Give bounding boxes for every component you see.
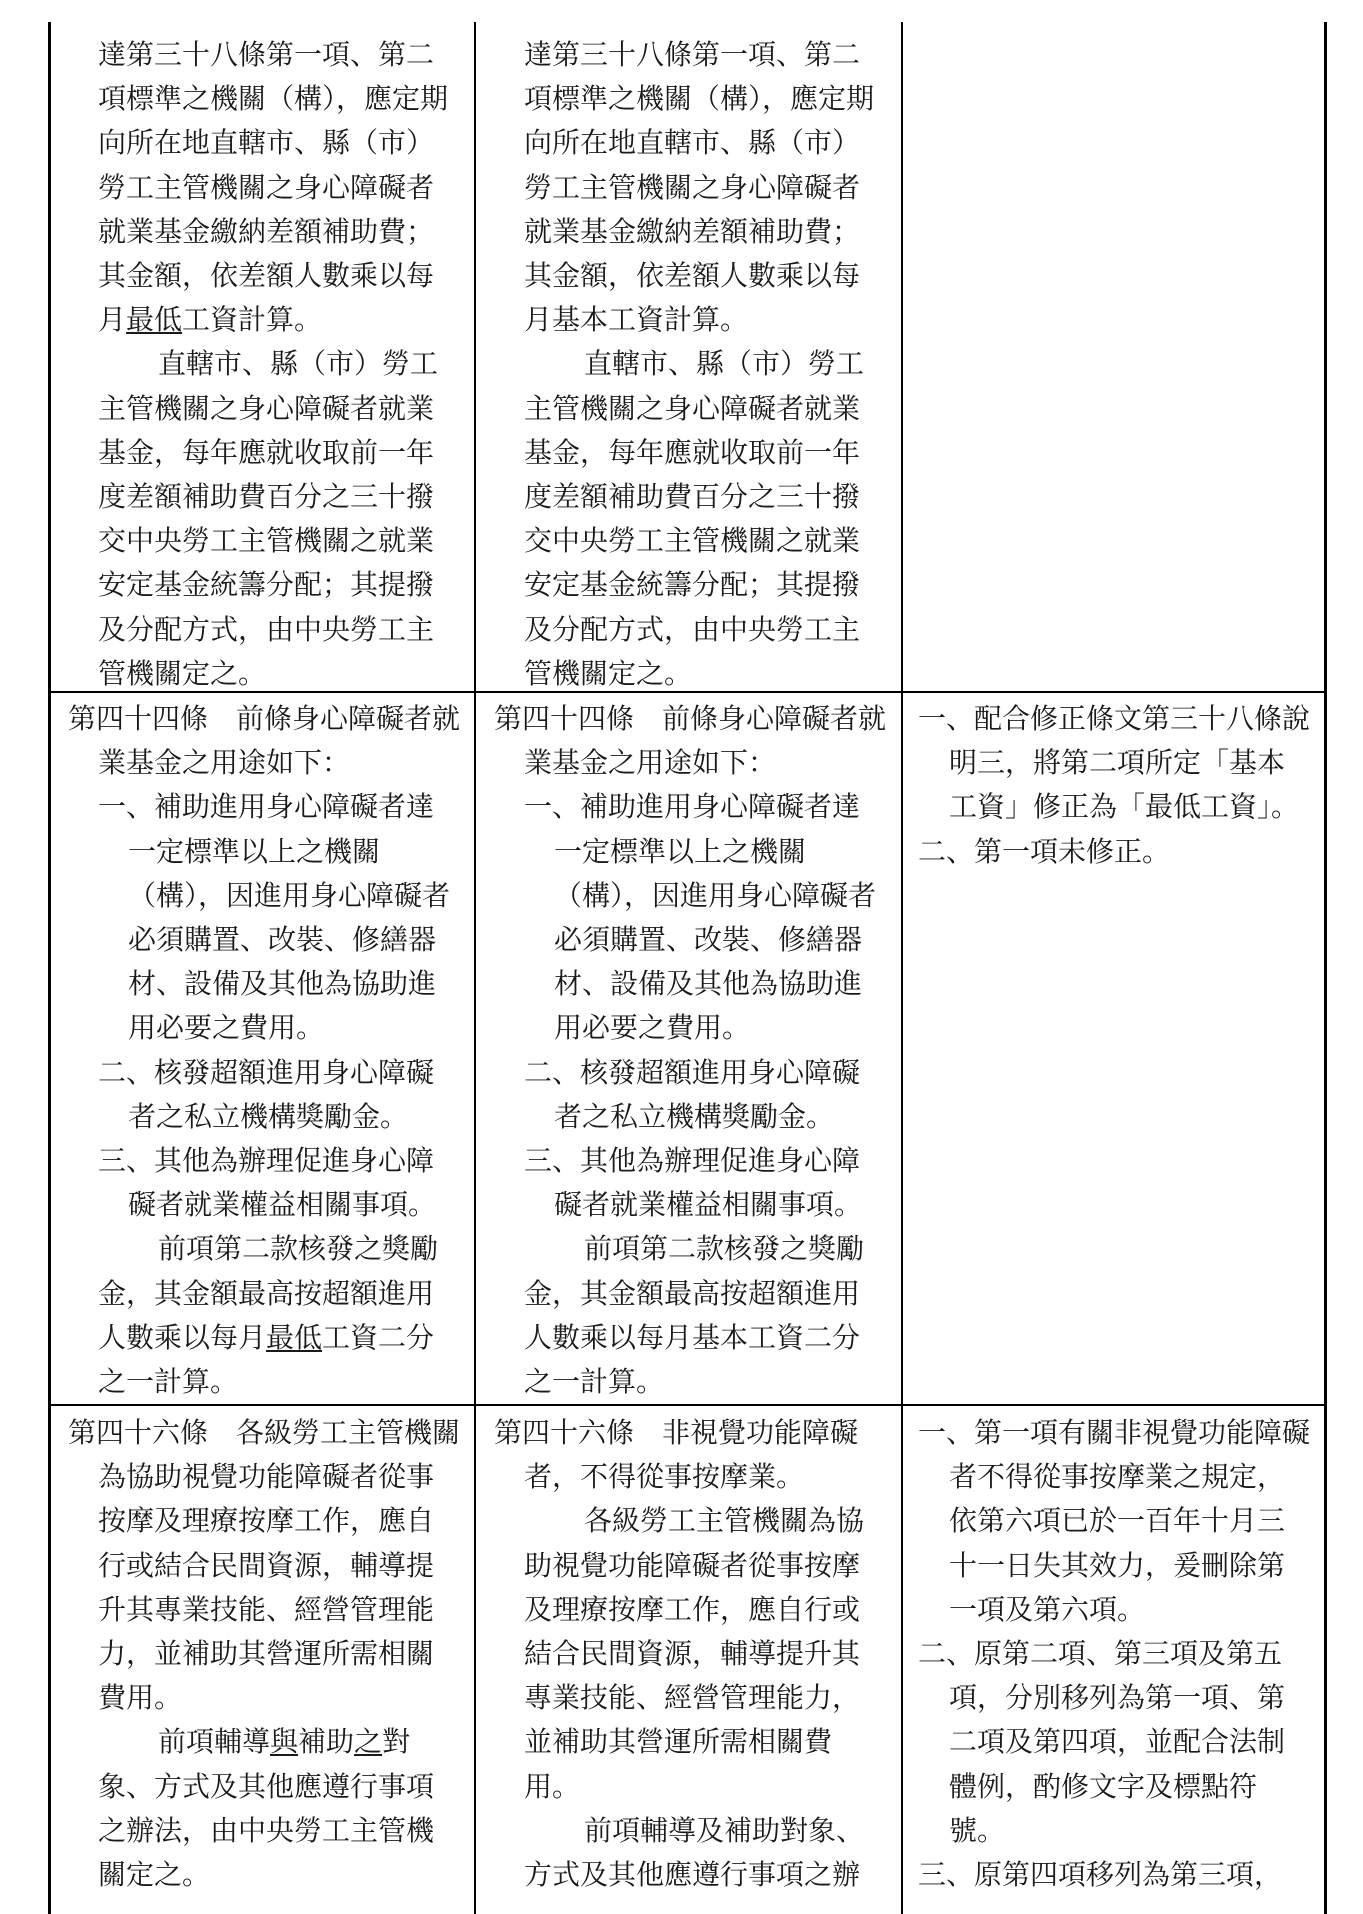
paragraph: [918, 1411, 1312, 1632]
text-run: 各級勞工主管機關為協助視覺功能障礙者從事按摩及理療按摩工作，應自行或結合民間資源，輔導提升其專業技能、經營管理能力，並補助其營運所需相關費用。: [524, 1504, 865, 1803]
row2-amended-cell: [68, 697, 460, 1404]
row-divider-2: [48, 1404, 1327, 1406]
text-run: 一、補助進用身心障礙者達一定標準以上之機關（構），因進用身心障礙者必須購置、改裝、修繕器材、設備及其他為協助進用必要之費用。: [98, 790, 451, 1045]
text-run: 二、原第二項、第三項及第五項，分別移列為第一項、第二項及第四項，並配合法制體例，酌修文字及標點符號。: [918, 1637, 1286, 1847]
text-run: 達第三十八條第一項、第二項標準之機關（構），應定期向所在地直轄市、縣（市）勞工主管機關之身心障礙者就業基金繳納差額補助費；其金額，依差額人數乘以每月: [98, 38, 449, 337]
paragraph: [918, 697, 1312, 830]
row3-current-cell: [494, 1411, 886, 1897]
paragraph: [494, 1411, 886, 1499]
amended-text: 之: [354, 1725, 383, 1759]
paragraph: [494, 33, 886, 342]
text-run: 對象、方式及其他應遵行事項之辦法，由中央勞工主管機關定之。: [98, 1725, 435, 1892]
row3-explanation-cell: [918, 1411, 1312, 1897]
row3-amended-cell: [68, 1411, 460, 1897]
paragraph: [494, 1499, 886, 1808]
row1-current-cell: [494, 33, 886, 696]
amended-text: 最低: [266, 1320, 323, 1354]
paragraph: [918, 1632, 1312, 1853]
paragraph: [68, 1139, 460, 1227]
column-divider-1: [474, 22, 476, 1914]
text-run: 前項輔導及補助對象、方式及其他應遵行事項之辦: [524, 1813, 865, 1892]
paragraph: [68, 1051, 460, 1139]
text-run: 前項輔導: [158, 1725, 271, 1759]
text-run: 直轄市、縣（市）勞工主管機關之身心障礙者就業基金，每年應就收取前一年度差額補助費百分之三十撥交中央勞工主管機關之就業安定基金統籌分配；其提撥及分配方式，由中央勞工主管機關定之。: [524, 347, 865, 690]
text-run: 達第三十八條第一項、第二項標準之機關（構），應定期向所在地直轄市、縣（市）勞工主管機關之身心障礙者就業基金繳納差額補助費；其金額，依差額人數乘以每月基本工資計算。: [524, 38, 875, 337]
paragraph: [494, 1051, 886, 1139]
table-border-left: [48, 22, 51, 1914]
amended-text: 與: [270, 1725, 299, 1759]
text-run: 補助: [298, 1725, 355, 1759]
text-run: 一、補助進用身心障礙者達一定標準以上之機關（構），因進用身心障礙者必須購置、改裝、修繕器材、設備及其他為協助進用必要之費用。: [524, 790, 877, 1045]
text-run: 第四十四條 前條身心障礙者就業基金之用途如下：: [68, 702, 461, 780]
row2-current-cell: [494, 697, 886, 1404]
text-run: 三、原第四項移列為第三項，: [918, 1858, 1283, 1892]
text-run: 三、其他為辦理促進身心障礙者就業權益相關事項。: [524, 1144, 863, 1222]
paragraph: [68, 697, 460, 785]
paragraph: [494, 697, 886, 785]
text-run: 工資計算。: [182, 303, 323, 337]
column-divider-2: [901, 22, 903, 1914]
paragraph: [918, 830, 1312, 874]
text-run: 工資二分之一計算。: [98, 1320, 435, 1399]
paragraph: [494, 1809, 886, 1897]
paragraph: [68, 1720, 460, 1897]
paragraph: [68, 785, 460, 1050]
text-run: 三、其他為辦理促進身心障礙者就業權益相關事項。: [98, 1144, 437, 1222]
row1-amended-cell: [68, 33, 460, 696]
paragraph: [68, 33, 460, 342]
paragraph: [68, 342, 460, 696]
text-run: 前項第二款核發之獎勵金，其金額最高按超額進用人數乘以每月: [98, 1232, 439, 1354]
row2-explanation-cell: [918, 697, 1312, 874]
text-run: 第四十四條 前條身心障礙者就業基金之用途如下：: [494, 702, 887, 780]
paragraph: [494, 785, 886, 1050]
text-run: 二、核發超額進用身心障礙者之私立機構獎勵金。: [524, 1055, 861, 1133]
paragraph: [494, 342, 886, 696]
text-run: 直轄市、縣（市）勞工主管機關之身心障礙者就業基金，每年應就收取前一年度差額補助費百分之三十撥交中央勞工主管機關之就業安定基金統籌分配；其提撥及分配方式，由中央勞工主管機關定之。: [98, 347, 439, 690]
paragraph: [918, 1853, 1312, 1897]
text-run: 前項第二款核發之獎勵金，其金額最高按超額進用人數乘以每月基本工資二分之一計算。: [524, 1232, 865, 1399]
text-run: 一、配合修正條文第三十八條說明三，將第二項所定「基本工資」修正為「最低工資」。: [918, 702, 1311, 824]
text-run: 一、第一項有關非視覺功能障礙者不得從事按摩業之規定，依第六項已於一百年十月三十一日失其效力，爰刪除第一項及第六項。: [918, 1416, 1311, 1626]
text-run: 第四十六條 非視覺功能障礙者，不得從事按摩業。: [494, 1416, 859, 1494]
paragraph: [494, 1139, 886, 1227]
paragraph: [68, 1411, 460, 1720]
paragraph: [68, 1227, 460, 1404]
amended-text: 最低: [126, 303, 183, 337]
text-run: 第四十六條 各級勞工主管機關為協助視覺功能障礙者從事按摩及理療按摩工作，應自行或結合民間資源，輔導提升其專業技能、經營管理能力，並補助其營運所需相關費用。: [68, 1416, 461, 1715]
text-run: 二、第一項未修正。: [918, 834, 1171, 868]
table-border-right: [1324, 22, 1327, 1914]
paragraph: [494, 1227, 886, 1404]
text-run: 二、核發超額進用身心障礙者之私立機構獎勵金。: [98, 1055, 435, 1133]
